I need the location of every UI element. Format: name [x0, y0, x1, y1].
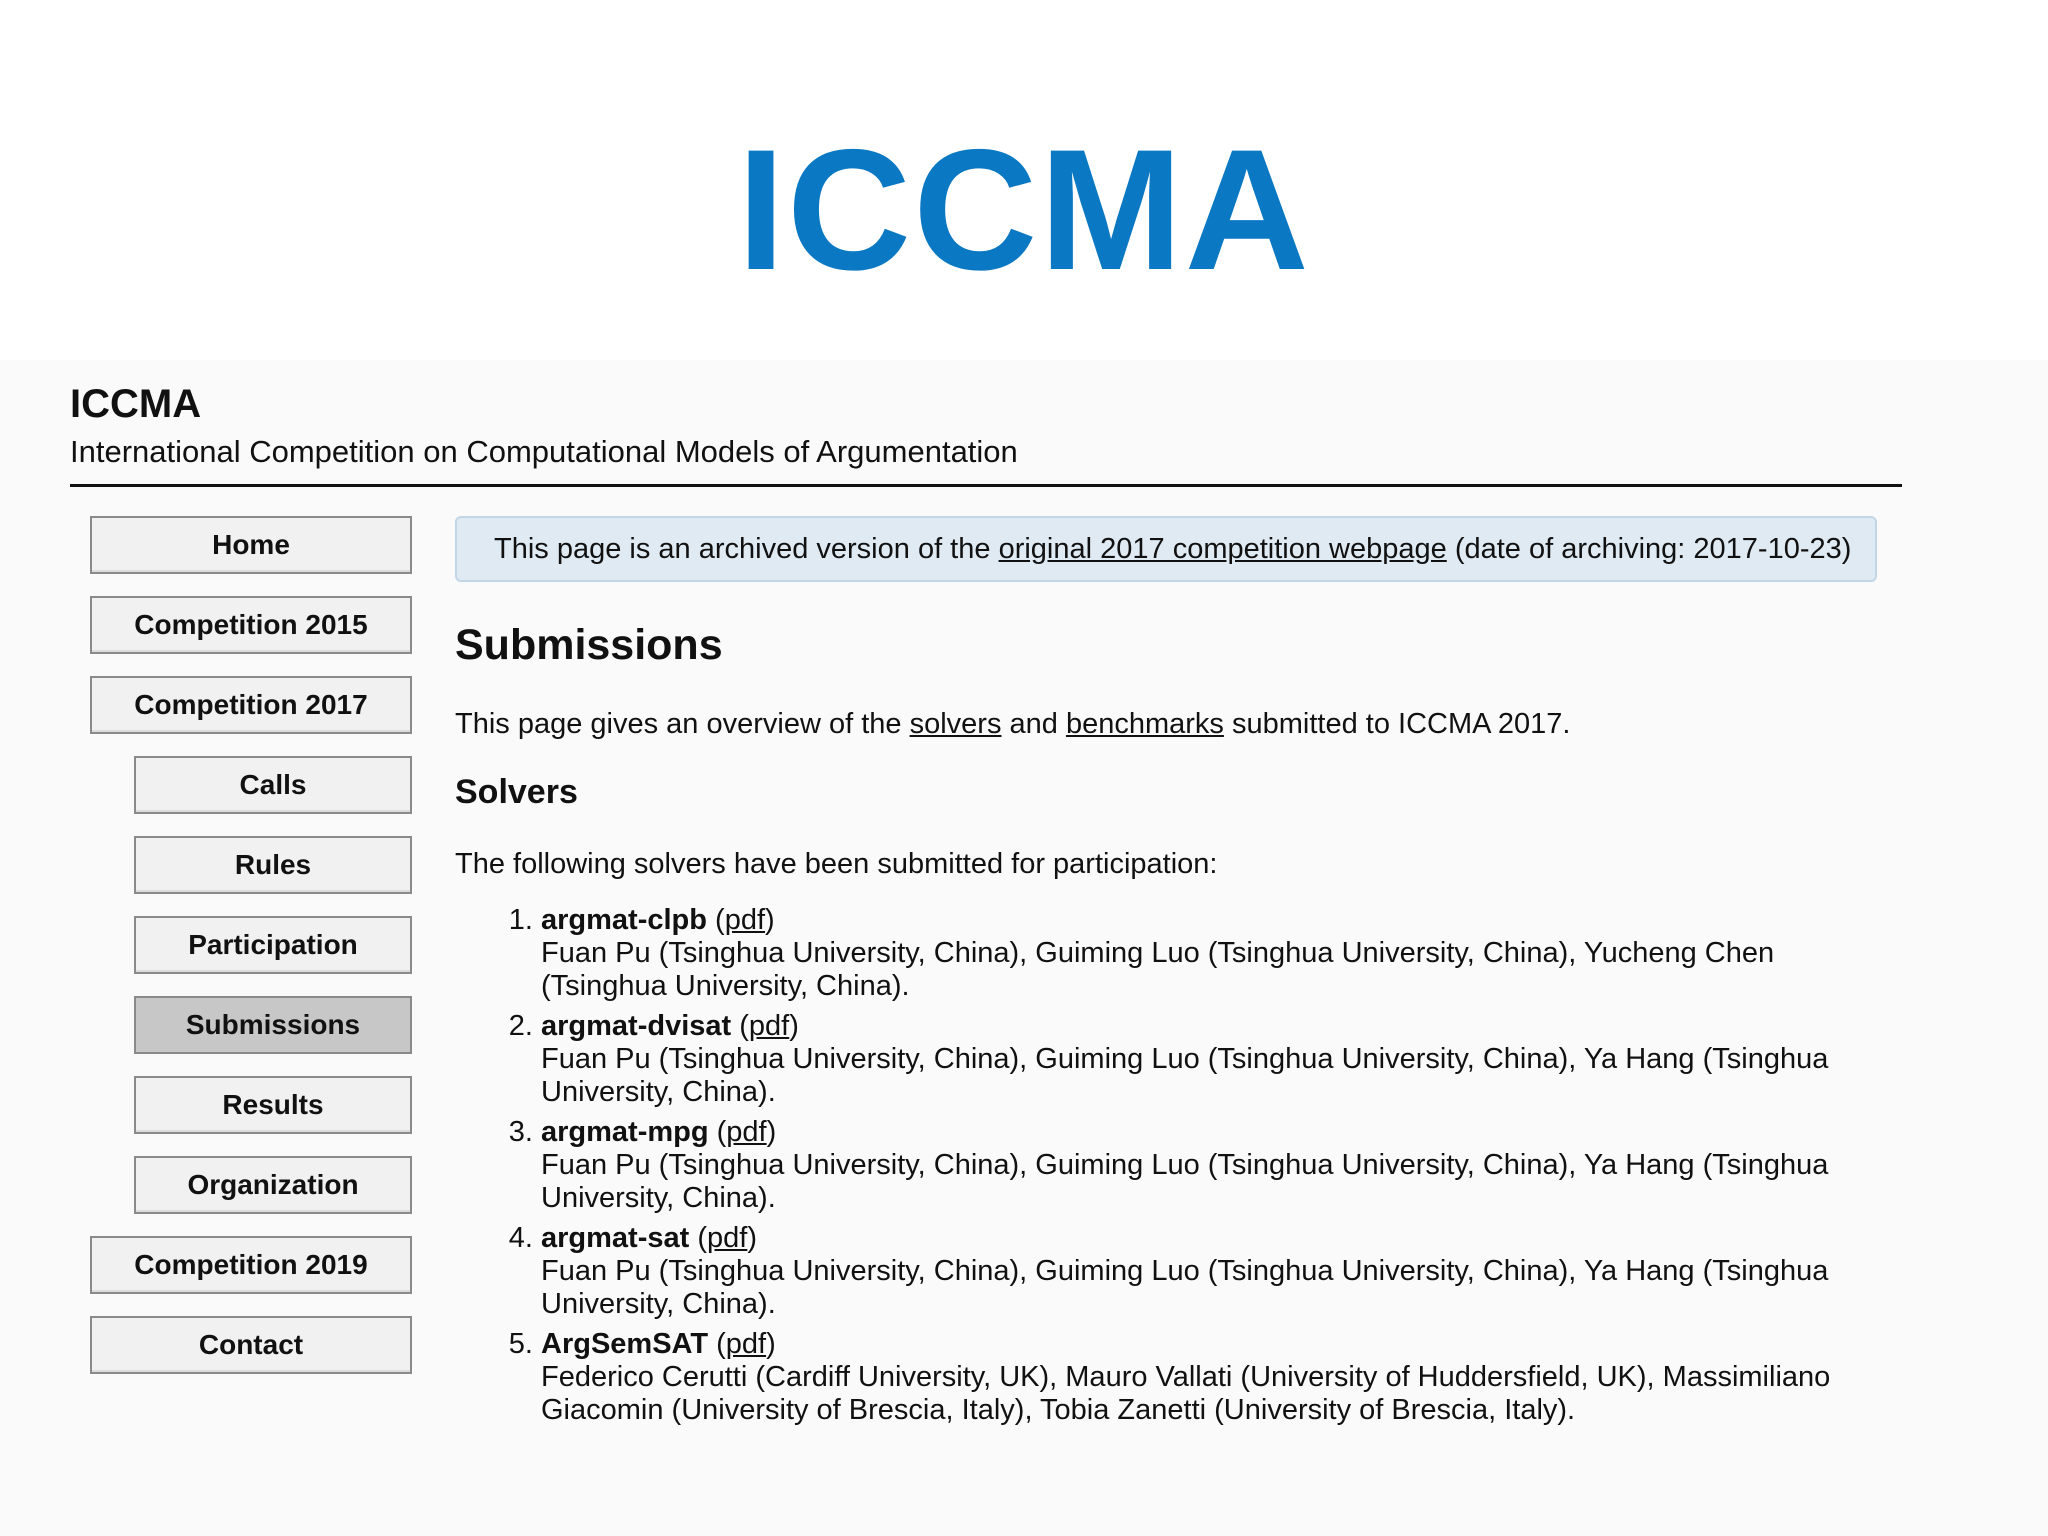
banner-title: ICCMA: [737, 114, 1311, 306]
nav-organization[interactable]: Organization: [134, 1156, 412, 1214]
solver-authors: Fuan Pu (Tsinghua University, China), Guiming Luo (Tsinghua University, China), Ya Hang (Tsinghua University, China).: [541, 1255, 1829, 1320]
intro-and: and: [1001, 708, 1066, 740]
solver-authors: Fuan Pu (Tsinghua University, China), Guiming Luo (Tsinghua University, China), Ya Hang (Tsinghua University, China).: [541, 1149, 1829, 1214]
solver-authors: Fuan Pu (Tsinghua University, China), Guiming Luo (Tsinghua University, China), Yucheng Chen (Tsinghua University, China).: [541, 937, 1775, 1002]
solver-list: [455, 904, 1875, 1427]
solver-pdf-link[interactable]: pdf: [707, 1222, 748, 1254]
solver-authors: Fuan Pu (Tsinghua University, China), Guiming Luo (Tsinghua University, China), Ya Hang (Tsinghua University, China).: [541, 1043, 1829, 1108]
solver-item: 1. argmat-clpb (pdf) Fuan Pu (Tsinghua University, China), Guiming Luo (Tsinghua University, China), Yucheng Chen (Tsinghua University, China).: [541, 904, 1875, 1003]
solver-pdf-link[interactable]: pdf: [724, 904, 766, 936]
nav-contact[interactable]: Contact: [90, 1316, 412, 1374]
nav-calls[interactable]: Calls: [134, 756, 412, 814]
site-subtitle: International Competition on Computational Models of Argumentation: [70, 434, 1018, 469]
solver-name: argmat-mpg: [541, 1116, 709, 1148]
nav-competition-2015[interactable]: Competition 2015: [90, 596, 412, 654]
original-webpage-link[interactable]: original 2017 competition webpage: [998, 533, 1447, 565]
intro-prefix: This page gives an overview of the: [455, 708, 910, 740]
solver-pdf-link[interactable]: pdf: [748, 1010, 790, 1042]
intro-suffix: submitted to ICCMA 2017.: [1223, 708, 1571, 740]
benchmarks-link[interactable]: benchmarks: [1065, 708, 1224, 740]
solver-item: 4. argmat-sat (pdf) Fuan Pu (Tsinghua University, China), Guiming Luo (Tsinghua University, China), Ya Hang (Tsinghua University, China).: [541, 1222, 1875, 1321]
nav-results[interactable]: Results: [134, 1076, 412, 1134]
solvers-heading: Solvers: [455, 773, 578, 811]
solver-pdf-link[interactable]: pdf: [725, 1328, 767, 1360]
nav-participation[interactable]: Participation: [134, 916, 412, 974]
solvers-lead: The following solvers have been submitted for participation:: [455, 848, 1218, 880]
nav-competition-2017[interactable]: Competition 2017: [90, 676, 412, 734]
solver-pdf-link[interactable]: pdf: [726, 1116, 767, 1148]
site-header: [70, 382, 1902, 487]
solvers-link[interactable]: solvers: [909, 708, 1002, 740]
archive-notice: [455, 516, 1877, 582]
solver-authors: Federico Cerutti (Cardiff University, UK), Mauro Vallati (University of Huddersfield, UK), Massimiliano Giacomin (University of Brescia, Italy), Tobia Zanetti (University of Brescia, Italy).: [541, 1361, 1831, 1426]
solver-name: argmat-sat: [541, 1222, 690, 1254]
solver-item: 3. argmat-mpg (pdf) Fuan Pu (Tsinghua University, China), Guiming Luo (Tsinghua University, China), Ya Hang (Tsinghua University, China).: [541, 1116, 1875, 1215]
main-content: [455, 516, 1875, 1434]
nav-rules[interactable]: Rules: [134, 836, 412, 894]
site-screenshot: [0, 360, 2048, 1536]
solver-name: argmat-clpb: [541, 904, 707, 936]
notice-prefix: This page is an archived version of the: [494, 533, 999, 565]
nav-submissions[interactable]: Submissions: [134, 996, 412, 1054]
solver-item: 5. ArgSemSAT (pdf) Federico Cerutti (Cardiff University, UK), Mauro Vallati (University of Huddersfield, UK), Massimiliano Giacomin (University of Brescia, Italy), Tobia Zanetti (University of Brescia, Italy).: [541, 1328, 1875, 1427]
solver-name: ArgSemSAT: [541, 1328, 709, 1360]
nav-home[interactable]: Home: [90, 516, 412, 574]
site-title: ICCMA: [70, 382, 202, 426]
nav-competition-2019[interactable]: Competition 2019: [90, 1236, 412, 1294]
sidebar-nav: [90, 516, 412, 1396]
solver-name: argmat-dvisat: [541, 1010, 732, 1042]
intro-paragraph: [455, 706, 1875, 742]
solver-item: 2. argmat-dvisat (pdf) Fuan Pu (Tsinghua University, China), Guiming Luo (Tsinghua University, China), Ya Hang (Tsinghua University, China).: [541, 1010, 1875, 1109]
notice-suffix: (date of archiving: 2017-10-23): [1446, 533, 1852, 565]
page-title: Submissions: [455, 621, 723, 669]
